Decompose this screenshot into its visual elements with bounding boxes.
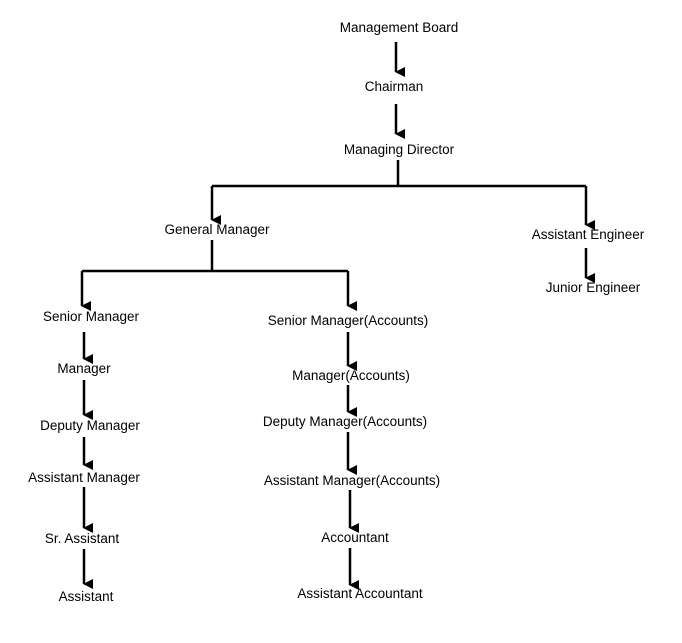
- node-manager-accounts: Manager(Accounts): [292, 368, 410, 383]
- node-accountant: Accountant: [321, 530, 389, 545]
- node-manager: Manager: [57, 361, 111, 376]
- node-assistant: Assistant: [58, 589, 114, 604]
- node-assistant-manager: Assistant Manager: [28, 470, 140, 485]
- node-chairman: Chairman: [364, 79, 424, 94]
- node-junior-engineer: Junior Engineer: [545, 280, 641, 295]
- node-assistant-accountant: Assistant Accountant: [297, 586, 423, 601]
- node-senior-manager: Senior Manager: [42, 309, 140, 324]
- node-assistant-manager-accounts: Assistant Manager(Accounts): [263, 473, 441, 488]
- node-general-manager: General Manager: [164, 222, 270, 237]
- node-deputy-manager: Deputy Manager: [40, 418, 140, 433]
- node-deputy-manager-accounts: Deputy Manager(Accounts): [262, 414, 428, 429]
- node-management-board: Management Board: [339, 20, 459, 35]
- node-assistant-engineer: Assistant Engineer: [531, 227, 645, 242]
- node-sr-assistant: Sr. Assistant: [44, 531, 120, 546]
- node-managing-director: Managing Director: [343, 142, 455, 157]
- node-senior-manager-accounts: Senior Manager(Accounts): [267, 313, 429, 328]
